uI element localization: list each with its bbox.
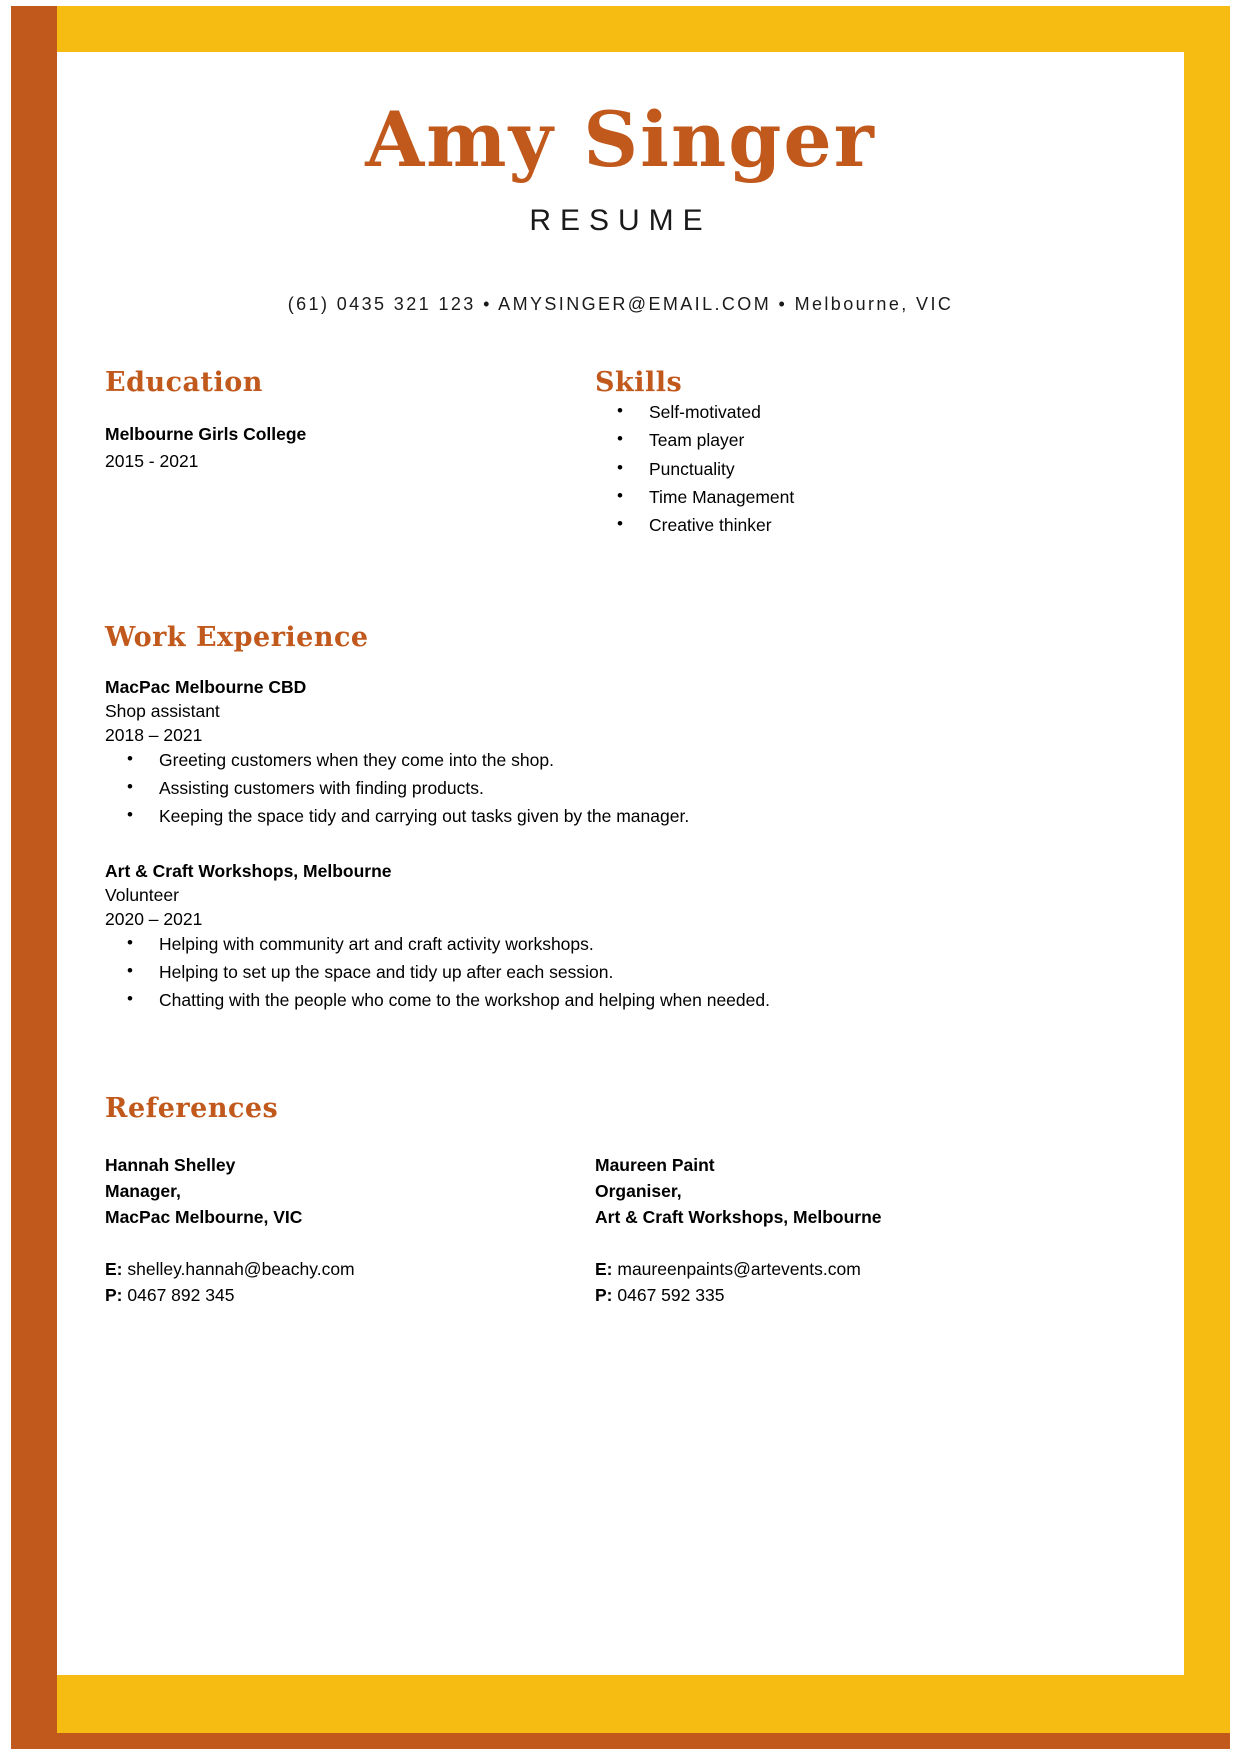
candidate-name: Amy Singer <box>365 95 876 184</box>
list-item: • Greeting customers when they come into the shop. <box>105 746 1136 774</box>
references-row <box>105 1152 1136 1308</box>
reference-entry-2 <box>595 1152 1085 1308</box>
reference-role: Manager, <box>105 1181 181 1202</box>
job-entry-1 <box>105 677 1136 831</box>
reference-email-line <box>105 1256 595 1282</box>
email-label: E: <box>595 1258 613 1279</box>
job-responsibilities-list <box>105 930 1136 1015</box>
reference-email-line <box>595 1256 1085 1282</box>
reference-name: Maureen Paint <box>595 1154 715 1175</box>
work-experience-heading: Work Experience <box>105 621 369 653</box>
skills-list <box>595 398 1115 540</box>
skills-section <box>595 367 1115 540</box>
education-heading: Education <box>105 367 263 398</box>
document-subtitle: RESUME <box>529 204 712 237</box>
list-item: • Assisting customers with finding products. <box>105 774 1136 802</box>
contact-line: (61) 0435 321 123 • AMYSINGER@EMAIL.COM • Melbourne, VIC <box>287 294 954 314</box>
job-dates: 2018 – 2021 <box>105 724 203 745</box>
list-item: • Chatting with the people who come to the workshop and helping when needed. <box>105 986 1136 1014</box>
list-item: • Self-motivated <box>595 398 1115 426</box>
education-section <box>105 367 595 540</box>
education-years: 2015 - 2021 <box>105 451 199 471</box>
job-role: Shop assistant <box>105 700 220 721</box>
list-item: • Keeping the space tidy and carrying out tasks given by the manager. <box>105 802 1136 830</box>
references-heading: References <box>105 1092 279 1124</box>
job-entry-2 <box>105 861 1136 1015</box>
job-organisation: MacPac Melbourne CBD <box>105 676 307 697</box>
email-label: E: <box>105 1258 123 1279</box>
education-skills-row <box>105 367 1136 540</box>
reference-phone-line <box>595 1282 1085 1308</box>
reference-email: maureenpaints@artevents.com <box>617 1258 861 1279</box>
list-item: • Team player <box>595 426 1115 454</box>
list-item: • Creative thinker <box>595 511 1115 539</box>
list-item: • Helping with community art and craft activity workshops. <box>105 930 1136 958</box>
reference-organisation: Art & Craft Workshops, Melbourne <box>595 1207 882 1228</box>
education-school: Melbourne Girls College <box>105 424 307 444</box>
reference-role: Organiser, <box>595 1181 682 1202</box>
reference-contact <box>595 1256 1085 1309</box>
job-responsibilities-list <box>105 746 1136 831</box>
reference-phone: 0467 592 335 <box>617 1284 725 1305</box>
list-item: • Time Management <box>595 483 1115 511</box>
reference-contact <box>105 1256 595 1309</box>
reference-organisation: MacPac Melbourne, VIC <box>105 1207 303 1228</box>
reference-phone-line <box>105 1282 595 1308</box>
list-item: • Punctuality <box>595 455 1115 483</box>
reference-entry-1 <box>105 1152 595 1308</box>
list-item: • Helping to set up the space and tidy up after each session. <box>105 958 1136 986</box>
phone-label: P: <box>595 1284 613 1305</box>
reference-email: shelley.hannah@beachy.com <box>127 1258 355 1279</box>
phone-label: P: <box>105 1284 123 1305</box>
job-organisation: Art & Craft Workshops, Melbourne <box>105 860 392 881</box>
job-role: Volunteer <box>105 884 179 905</box>
resume-content <box>57 52 1184 1675</box>
skills-heading: Skills <box>595 367 683 398</box>
reference-phone: 0467 892 345 <box>127 1284 235 1305</box>
reference-name: Hannah Shelley <box>105 1154 236 1175</box>
job-dates: 2020 – 2021 <box>105 908 203 929</box>
